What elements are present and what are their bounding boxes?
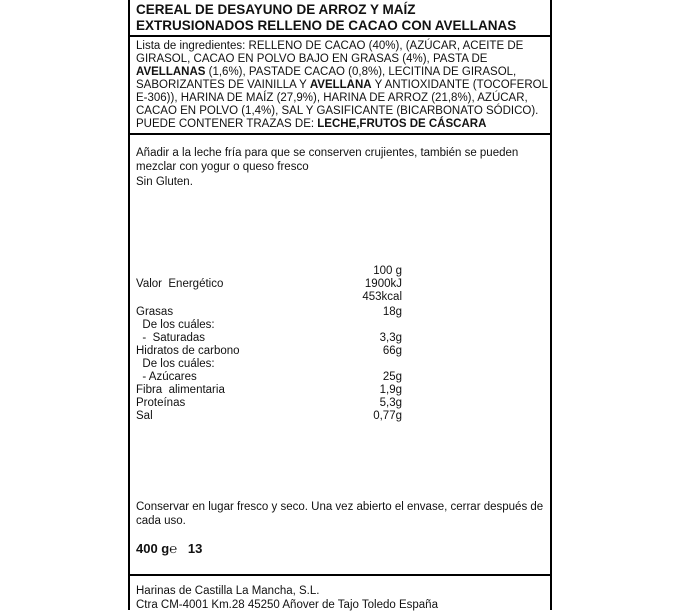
nutrition-row-label: - Azúcares [136, 371, 197, 383]
nutrition-row-value: 3,3g [379, 332, 402, 344]
nutrition-row-value: 1900kJ [364, 278, 402, 290]
allergen-warning-text: PUEDE CONTENER TRAZAS DE: [136, 118, 318, 130]
nutrition-row-label: Sal [136, 410, 153, 422]
nutrition-row-label: Fibra alimentaria [136, 384, 225, 396]
net-weight [136, 541, 202, 557]
nutrition-row-value: 18g [382, 306, 402, 318]
manufacturer-divider [130, 574, 550, 576]
storage-line: cada uso. [136, 515, 186, 527]
nutrition-row-label: De los cuáles: [136, 319, 215, 331]
net-weight-value: 400 g [136, 541, 170, 556]
nutrition-row-label: Grasas [136, 306, 174, 318]
ingredients-line: CACAO EN POLVO (1,4%), SAL Y GASIFICANTE (BICARBONATO SÓDICO). [136, 105, 539, 117]
allergen-list: LECHE,FRUTOS DE CÁSCARA [317, 118, 487, 130]
nutrition-row-value: 25g [382, 371, 402, 383]
ingredients-line [136, 78, 548, 92]
ingredients-divider [130, 133, 550, 135]
nutrition-row-value: 5,3g [379, 397, 402, 409]
ingredients-line [136, 65, 516, 79]
ingredients-text: Y ANTIOXIDANTE (TOCOFEROL [371, 79, 548, 91]
allergen-hazelnut-paste: AVELLANAS [136, 66, 206, 78]
nutrition-row-value: 0,77g [373, 410, 402, 422]
nutrition-row-label: Proteínas [136, 397, 186, 409]
manufacturer-address: Ctra CM-4001 Km.28 45250 Añover de Tajo Toledo España [136, 599, 438, 611]
ingredients-text: (1,6%), PASTADE CACAO (0,8%), LECITINA DE GIRASOL, [205, 66, 517, 78]
nutrition-row-value: 66g [382, 345, 402, 357]
nutrition-row-label: Hidratos de carbono [136, 345, 240, 357]
estimated-sign-icon: ℮ [169, 541, 178, 556]
allergen-hazelnut: AVELLANA [309, 79, 372, 91]
usage-line: mezclar con yogur o queso fresco [136, 161, 309, 173]
storage-line: Conservar en lugar fresco y seco. Una vez abierto el envase, cerrar después de [136, 501, 544, 513]
ingredients-line: GIRASOL, CACAO EN POLVO BAJO EN GRASAS (4%), PASTA DE [136, 53, 488, 65]
product-title-line-1: CEREAL DE DESAYUNO DE ARROZ Y MAÍZ [136, 2, 416, 17]
nutrition-row-value: 453kcal [362, 291, 402, 303]
usage-line: Añadir a la leche fría para que se conserven crujientes, también se pueden [136, 147, 519, 159]
ingredients-text: SABORIZANTES DE VAINILLA Y [136, 79, 310, 91]
product-title-line-2: EXTRUSIONADOS RELLENO DE CACAO CON AVELLANAS [136, 18, 517, 33]
gluten-free-note: Sin Gluten. [136, 176, 193, 188]
nutrition-header: 100 g [373, 265, 402, 277]
nutrition-row-label: - Saturadas [136, 332, 206, 344]
manufacturer-name: Harinas de Castilla La Mancha, S.L. [136, 585, 320, 597]
lot-code: 13 [187, 541, 203, 556]
ingredients-line: E-306)), HARINA DE MAÍZ (27,9%), HARINA DE ARROZ (21,8%), AZÚCAR, [136, 92, 528, 104]
nutrition-row-label: Valor Energético [136, 278, 224, 290]
product-label [128, 0, 552, 610]
title-divider [130, 35, 550, 37]
allergen-warning [136, 117, 486, 131]
nutrition-row-label: De los cuáles: [136, 358, 215, 370]
nutrition-row-value: 1,9g [379, 384, 402, 396]
ingredients-line: Lista de ingredientes: RELLENO DE CACAO (40%), (AZÚCAR, ACEITE DE [136, 40, 524, 52]
